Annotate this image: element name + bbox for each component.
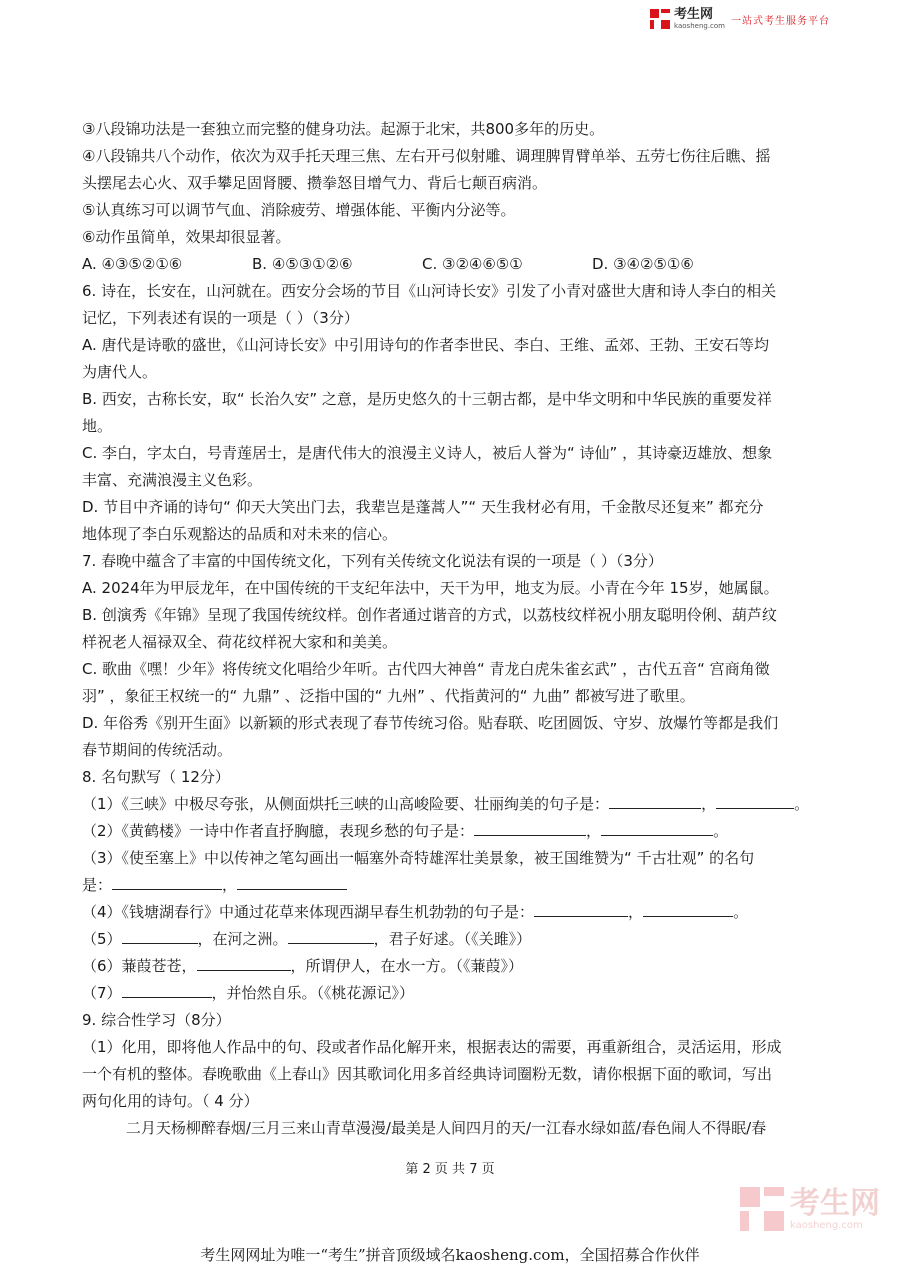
text-line: 头摆尾去心火、双手攀足固肾腰、攒拳怒目增气力、背后七颠百病消。 <box>82 174 548 192</box>
watermark-text: 考生网 <box>790 1185 880 1221</box>
item-text: ，所谓伊人，在水一方。（《蒹葭》） <box>290 957 524 975</box>
question-8-item-6 <box>82 953 830 980</box>
answer-blank[interactable] <box>643 900 733 917</box>
question-9-line: 一个有机的整体。春晚歌曲《上春山》因其歌词化用多首经典诗词圈粉无数，请你根据下面的歌词，写出 <box>82 1065 773 1083</box>
comma: ， <box>222 876 238 894</box>
question-8-item-7 <box>82 980 830 1007</box>
item-text: （2）《黄鹤楼》一诗中作者直抒胸臆，表现乡愁的句子是： <box>82 822 475 840</box>
question-6-line: 记忆，下列表述有误的一项是（ ）（3分） <box>82 309 359 327</box>
item-text: ，在河之洲。 <box>197 930 288 948</box>
question-8-item-5 <box>82 926 830 953</box>
question-9-line: 9. 综合性学习（8分） <box>82 1011 231 1029</box>
text-line: ⑤认真练习可以调节气血、消除疲劳、增强体能、平衡内分泌等。 <box>82 201 516 219</box>
question-7-line: 羽” ，象征王权统一的“ 九鼎” 、泛指中国的“ 九州” 、代指黄河的“ 九曲” 都被写进了歌里。 <box>82 687 695 705</box>
question-6-line: 为唐代人。 <box>82 363 158 381</box>
lyrics-line: 二月天杨柳醉春烟/三月三来山青草漫漫/最美是人间四月的天/一江春水绿如蓝/春色闹人不得眠/春 <box>125 1119 767 1137</box>
question-9-line: 两句化用的诗句。（ 4 分） <box>82 1092 259 1110</box>
question-7-line: D. 年俗秀《别开生面》以新颖的形式表现了春节传统习俗。贴春联、吃团圆饭、守岁、放爆竹等都是我们 <box>82 714 779 732</box>
question-6-line: D. 节目中齐诵的诗句“ 仰天大笑出门去，我辈岂是蓬蒿人”“ 天生我材必有用，千金散尽还复来” 都充分 <box>82 498 764 516</box>
item-text: （7） <box>82 984 122 1002</box>
watermark <box>740 1187 880 1231</box>
question-6-line: C. 李白，字太白，号青莲居士，是唐代伟大的浪漫主义诗人，被后人誉为“ 诗仙” ，其诗豪迈雄放、想象 <box>82 444 773 462</box>
document-body <box>82 116 830 1142</box>
answer-blank[interactable] <box>601 819 713 836</box>
answer-blank[interactable] <box>609 792 701 809</box>
question-7-line: 7. 春晚中蕴含了丰富的中国传统文化，下列有关传统文化说法有误的一项是（ ）（3分） <box>82 552 663 570</box>
question-6-line: 6. 诗在，长安在，山河就在。西安分会场的节目《山河诗长安》引发了小青对盛世大唐和诗人李白的相关 <box>82 282 777 300</box>
question-8-item-3: （3）《使至塞上》中以传神之笔勾画出一幅塞外奇特雄浑壮美景象，被王国维赞为“ 千古壮观” 的名句 <box>82 849 755 867</box>
period: 。 <box>713 822 729 840</box>
option-b: B. ④⑤③①②⑥ <box>252 255 353 273</box>
answer-blank[interactable] <box>112 873 222 890</box>
period: 。 <box>733 903 749 921</box>
period: 。 <box>794 795 810 813</box>
item-text: ，并怡然自乐。（《桃花源记》） <box>211 984 415 1002</box>
answer-blank[interactable] <box>474 819 586 836</box>
logo-slogan: 一站式考生服务平台 <box>731 15 830 27</box>
question-7-line: A. 2024年为甲辰龙年，在中国传统的干支纪年法中，天干为甲，地支为辰。小青在今年 15岁，她属鼠。 <box>82 579 779 597</box>
question-9-line: （1）化用，即将他人作品中的句、段或者作品化解开来，根据表达的需要，再重新组合，灵活运用，形成 <box>82 1038 782 1056</box>
question-6-line: 地。 <box>82 417 113 435</box>
answer-blank[interactable] <box>122 927 198 944</box>
answer-blank[interactable] <box>122 981 212 998</box>
item-text: ，君子好逑。（《关雎》） <box>373 930 532 948</box>
question-5-options <box>82 251 830 278</box>
question-8-item-3b <box>82 872 830 899</box>
answer-blank[interactable] <box>288 927 374 944</box>
watermark-domain: kaosheng.com <box>790 1219 863 1231</box>
question-6-line: A. 唐代是诗歌的盛世，《山河诗长安》中引用诗句的作者李世民、李白、王维、孟郊、王勃、王安石等均 <box>82 336 770 354</box>
option-a: A. ④③⑤②①⑥ <box>82 255 183 273</box>
item-text: （6）蒹葭苍苍， <box>82 957 197 975</box>
question-6-line: 地体现了李白乐观豁达的品质和对未来的信心。 <box>82 525 398 543</box>
question-8-item-2 <box>82 818 830 845</box>
footer-text: 考生网网址为唯一“考生”拼音顶级域名kaosheng.com，全国招募合作伙伴 <box>200 1246 700 1264</box>
option-c: C. ③②④⑥⑤① <box>422 255 523 273</box>
question-8-item-4 <box>82 899 830 926</box>
logo-domain: kaosheng.com <box>674 22 725 30</box>
header-logo <box>650 8 830 30</box>
answer-blank[interactable] <box>716 792 794 809</box>
item-text: 是： <box>82 876 113 894</box>
logo-icon <box>650 9 670 29</box>
comma: ， <box>586 822 602 840</box>
comma: ， <box>628 903 644 921</box>
watermark-logo-icon <box>740 1187 784 1231</box>
question-7-line: 样祝老人福禄双全、荷花纹样祝大家和和美美。 <box>82 633 398 651</box>
text-line: ③八段锦功法是一套独立而完整的健身功法。起源于北宋，共800多年的历史。 <box>82 120 605 138</box>
answer-blank[interactable] <box>534 900 628 917</box>
question-8-title: 8. 名句默写（ 12分） <box>82 768 230 786</box>
option-d: D. ③④②⑤①⑥ <box>592 255 694 273</box>
question-7-line: 春节期间的传统活动。 <box>82 741 233 759</box>
item-text: （4）《钱塘湖春行》中通过花草来体现西湖早春生机勃勃的句子是： <box>82 903 535 921</box>
answer-blank[interactable] <box>237 873 347 890</box>
question-8-item-1 <box>82 791 830 818</box>
answer-blank[interactable] <box>197 954 291 971</box>
question-6-line: 丰富、充满浪漫主义色彩。 <box>82 471 263 489</box>
item-text: （1）《三峡》中极尽夸张，从侧面烘托三峡的山高峻险要、壮丽绚美的句子是： <box>82 795 610 813</box>
page-number: 第 2 页 共 7 页 <box>405 1162 495 1177</box>
question-7-line: B. 创演秀《年锦》呈现了我国传统纹样。创作者通过谐音的方式，以荔枝纹样祝小朋友聪明伶俐、葫芦纹 <box>82 606 777 624</box>
logo-name: 考生网 <box>674 7 714 22</box>
question-7-line: C. 歌曲《嘿！少年》将传统文化唱给少年听。古代四大神兽“ 青龙白虎朱雀玄武” ，古代五音“ 宫商角徵 <box>82 660 770 678</box>
text-line: ⑥动作虽简单，效果却很显著。 <box>82 228 291 246</box>
text-line: ④八段锦共八个动作，依次为双手托天理三焦、左右开弓似射雕、调理脾胃臂单举、五劳七伤往后瞧、摇 <box>82 147 771 165</box>
comma: ， <box>701 795 717 813</box>
question-6-line: B. 西安，古称长安，取“ 长治久安” 之意，是历史悠久的十三朝古都，是中华文明和中华民族的重要发祥 <box>82 390 772 408</box>
item-text: （5） <box>82 930 122 948</box>
